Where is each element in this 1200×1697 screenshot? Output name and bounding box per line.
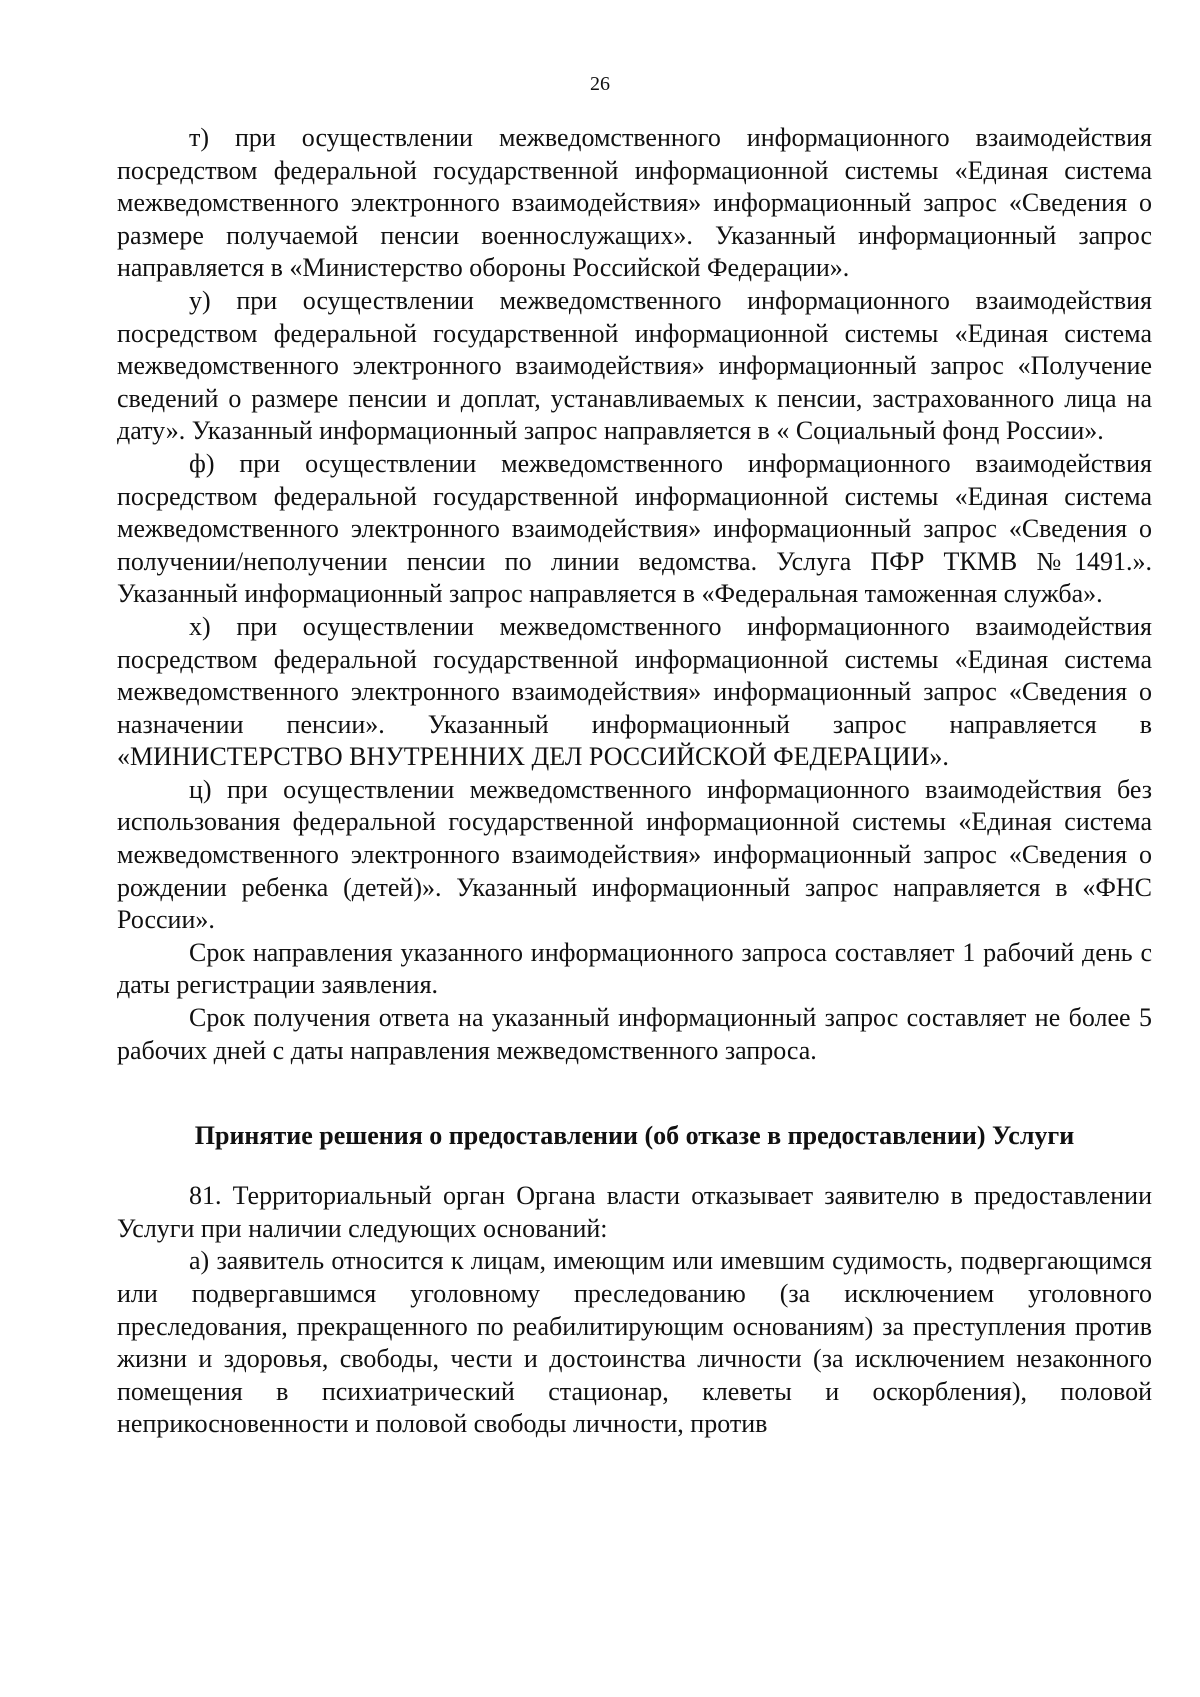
page-number: 26 bbox=[590, 73, 610, 95]
paragraph-item-ts: ц) при осуществлении межведомственного информационного взаимодействия без использования федеральной государственной информационной системы «Единая система межведомственного электронного взаимодействия» информационный запрос «Сведения о рождении ребенка (детей)». Указанный информационный запрос направляется в «ФНС России». bbox=[117, 774, 1152, 935]
paragraph-item-f: ф) при осуществлении межведомственного информационного взаимодействия посредством федеральной государственной информационной системы «Единая система межведомственного электронного взаимодействия» информационный запрос «Сведения о получении/неполучении пенсии по линии ведомства. Услуга ПФР ТКМВ №1491.». Указанный информационный запрос направляется в «Федеральная таможенная служба». bbox=[117, 448, 1152, 609]
paragraph-response-deadline: Срок получения ответа на указанный информационный запрос составляет не более 5 рабочих дней с даты направления межведомственного запроса. bbox=[117, 1003, 1152, 1065]
paragraph-request-deadline: Срок направления указанного информационного запроса составляет 1 рабочий день с даты регистрации заявления. bbox=[117, 937, 1152, 1000]
paragraph-item-u: у) при осуществлении межведомственного информационного взаимодействия посредством федеральной государственной информационной системы «Единая система межведомственного электронного взаимодействия» информационный запрос «Получение сведений о размере пенсии и доплат, устанавливаемых к пенсии, застрахованного лица на дату». Указанный информационный запрос направляется в « Социальный фонд России». bbox=[117, 285, 1152, 446]
paragraph-item-a: а) заявитель относится к лицам, имеющим или имевшим судимость, подвергающимся или подвергавшимся уголовному преследованию (за исключением уголовного преследования, прекращенного по реабилитирующим основаниям) за преступления против жизни и здоровья, свободы, чести и достоинства личности (за исключением незаконного помещения в психиатрический стационар, клеветы и оскорбления), половой неприкосновенности и половой свободы личности, против bbox=[117, 1246, 1152, 1439]
document-body bbox=[117, 122, 1152, 1441]
paragraph-item-t: т) при осуществлении межведомственного информационного взаимодействия посредством федеральной государственной информационной системы «Единая система межведомственного электронного взаимодействия» информационный запрос «Сведения о размере получаемой пенсии военнослужащих». Указанный информационный запрос направляется в «Министерство обороны Российской Федерации». bbox=[117, 123, 1152, 283]
paragraph-item-kh: х) при осуществлении межведомственного информационного взаимодействия посредством федеральной государственной информационной системы «Единая система межведомственного электронного взаимодействия» информационный запрос «Сведения о назначении пенсии». Указанный информационный запрос направляется в «МИНИСТЕРСТВО ВНУТРЕННИХ ДЕЛ РОССИЙСКОЙ ФЕДЕРАЦИИ». bbox=[117, 611, 1152, 772]
section-heading: Принятие решения о предоставлении (об отказе в предоставлении) Услуги bbox=[194, 1121, 1075, 1151]
paragraph-81: 81. Территориальный орган Органа власти отказывает заявителю в предоставлении Услуги при наличии следующих оснований: bbox=[117, 1181, 1152, 1243]
